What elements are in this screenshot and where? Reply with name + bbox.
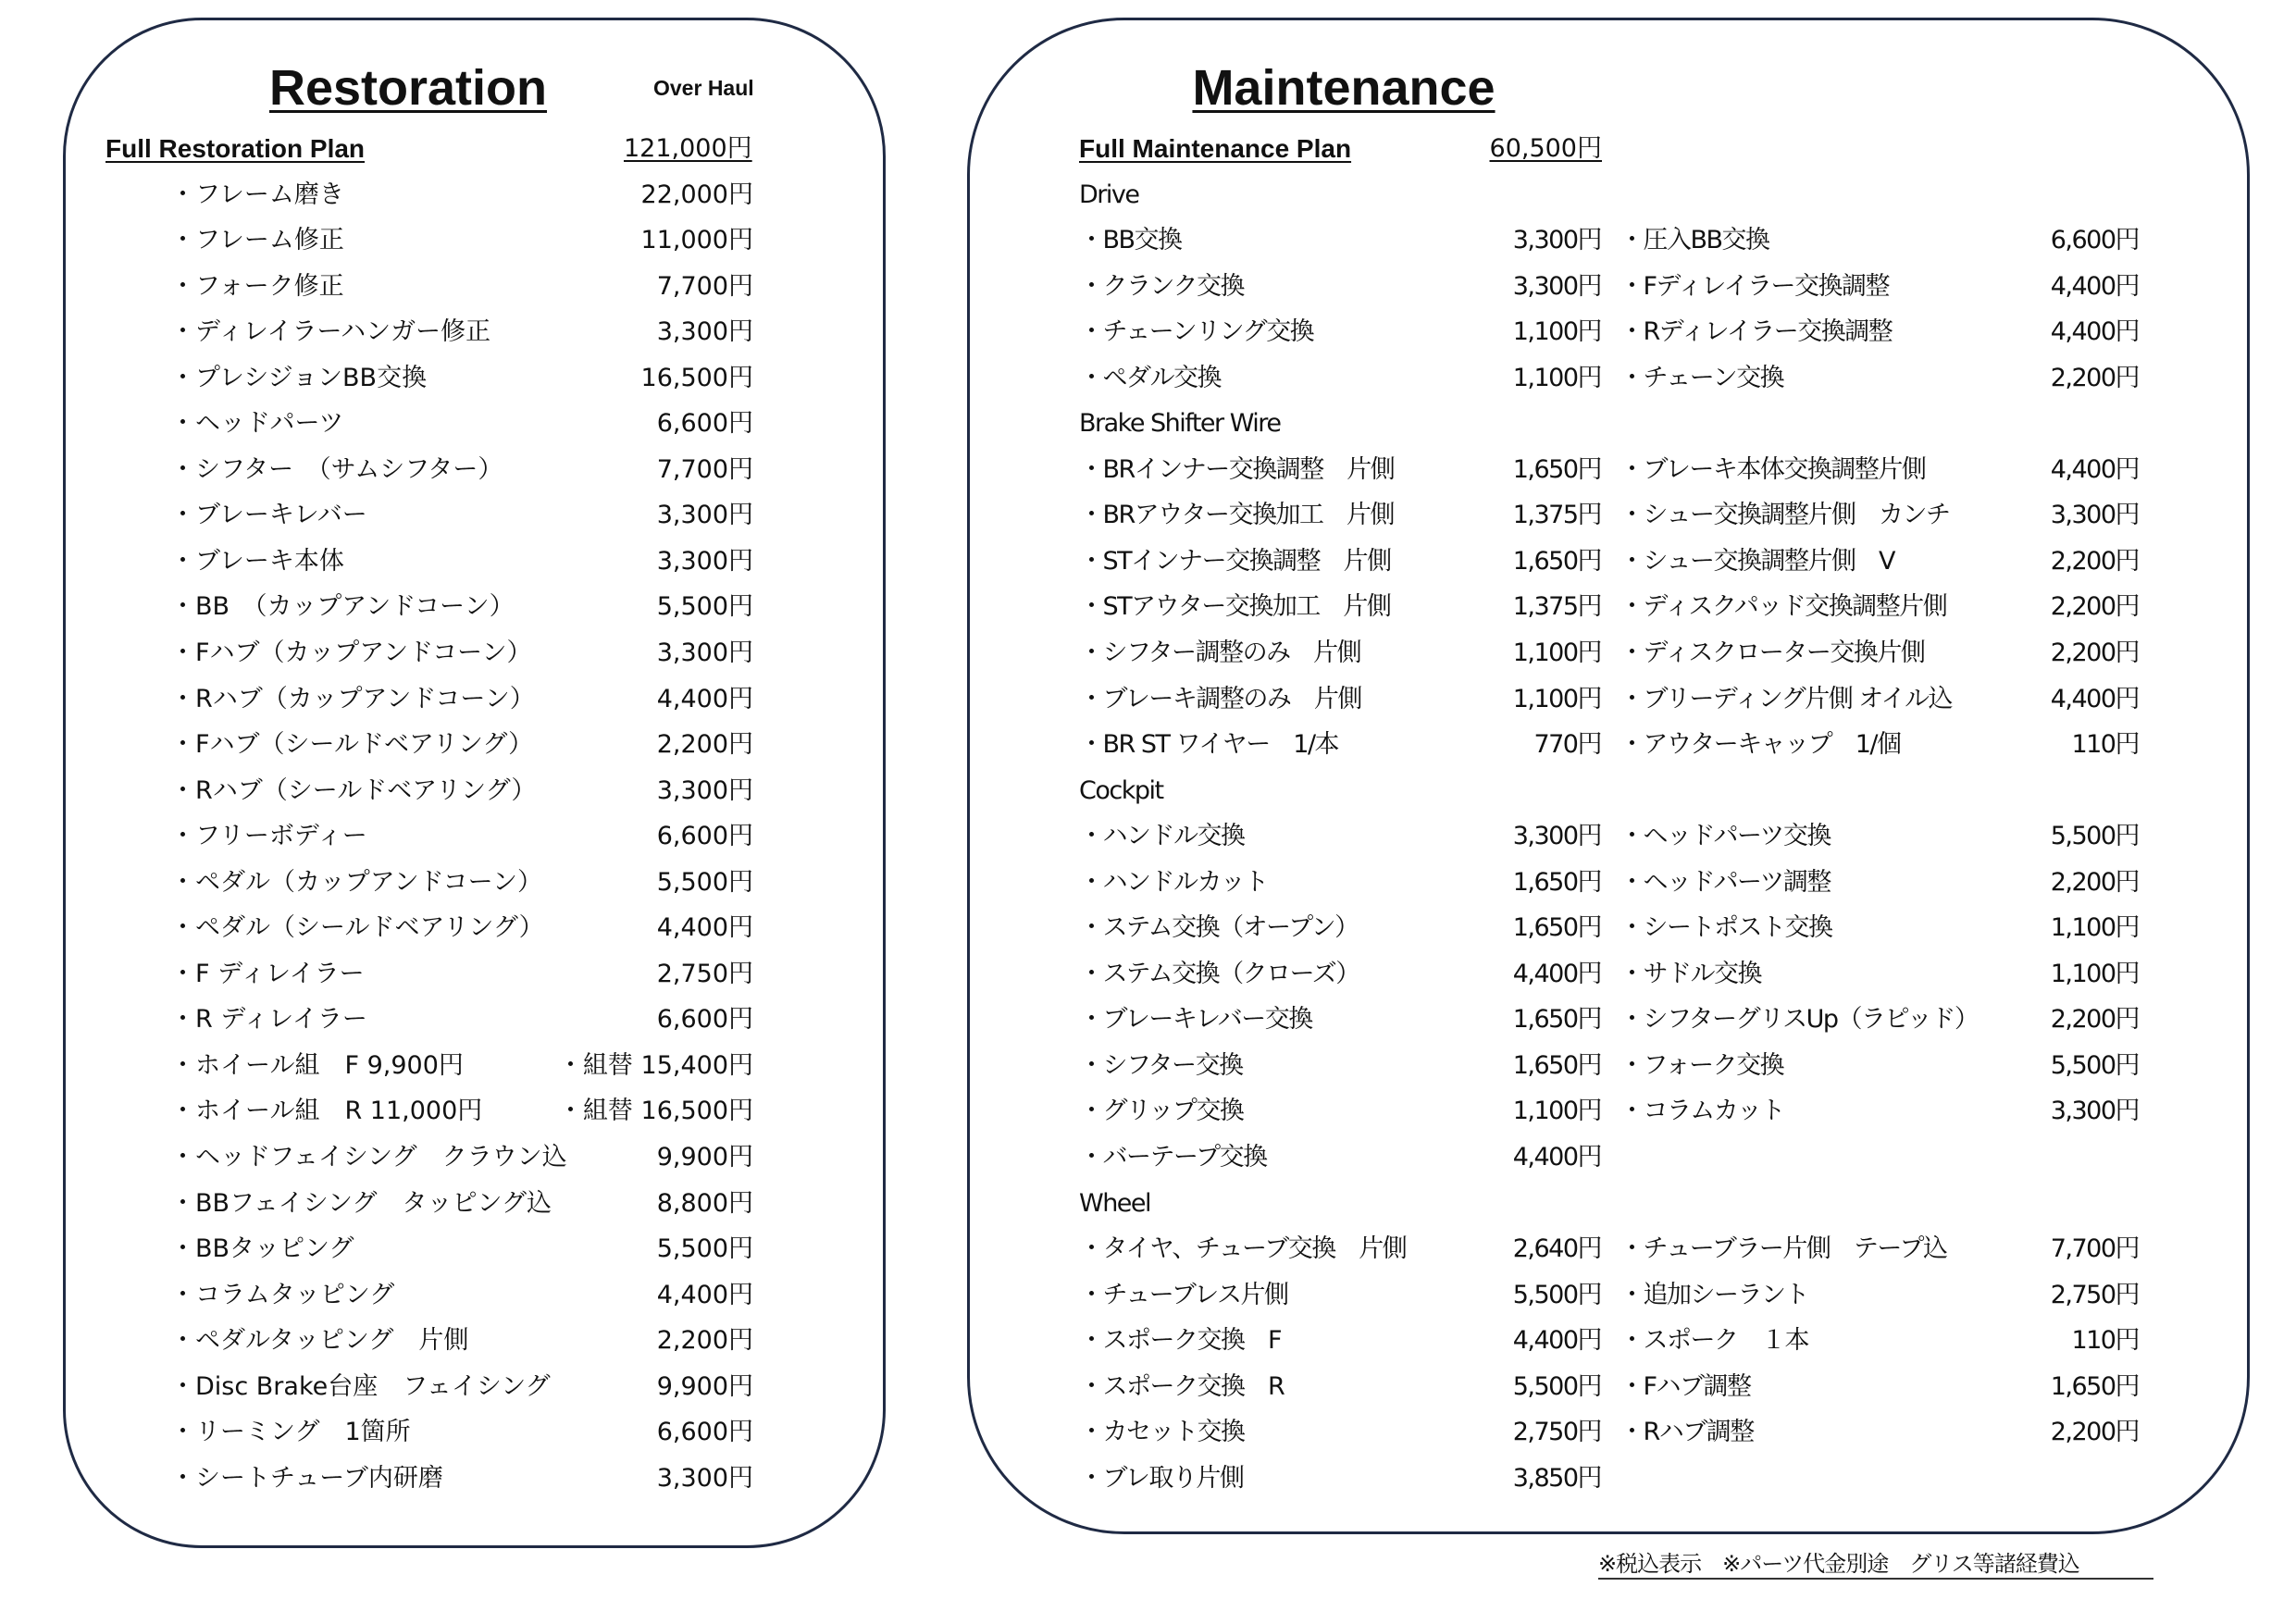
item-price: 1,100円: [1512, 1097, 1601, 1126]
item-name: ・ブレーキ本体交換調整片側: [1620, 454, 1926, 484]
item-price: 2,200円: [2050, 363, 2139, 392]
item-name: ・シートチューブ内研磨: [170, 1463, 443, 1493]
item-price: 4,400円: [2050, 271, 2139, 301]
item-price: ・組替 16,500円: [557, 1097, 753, 1126]
list-item: [1079, 722, 2139, 768]
item-price: 1,100円: [1512, 317, 1601, 347]
item-price: 1,100円: [2050, 959, 2139, 988]
item-price: 2,200円: [656, 730, 753, 760]
item-name: ・BB交換: [1079, 226, 1182, 255]
item-price: 8,800円: [656, 1188, 753, 1218]
item-name: ・Fハブ（カップアンドコーン）: [170, 638, 532, 668]
item-price: 5,500円: [656, 592, 753, 622]
list-item: [170, 172, 753, 218]
item-price: 3,300円: [656, 775, 753, 805]
item-price: 5,500円: [656, 867, 753, 897]
item-price: 1,100円: [1512, 363, 1601, 392]
item-name: ・フォーク交換: [1620, 1050, 1784, 1080]
item-name: ・カセット交換: [1079, 1418, 1245, 1447]
item-price: 1,650円: [1512, 454, 1601, 484]
item-name: ・Rハブ（カップアンドコーン）: [170, 684, 535, 713]
item-price: 4,400円: [2050, 317, 2139, 347]
item-name: ・フリーボディー: [170, 822, 367, 851]
list-item: [1079, 355, 2139, 402]
item-price: 6,600円: [656, 1418, 753, 1447]
item-name: ・Rディレイラー交換調整: [1620, 317, 1893, 347]
list-item: [170, 860, 753, 906]
item-price: 9,900円: [656, 1371, 753, 1401]
item-name: ・サドル交換: [1620, 959, 1761, 988]
item-name: ・クランク交換: [1079, 271, 1244, 301]
list-item: [170, 630, 753, 676]
maintenance-plan-row: [1079, 126, 2139, 172]
list-item: [170, 722, 753, 768]
item-name: ・チェーンリング交換: [1079, 317, 1314, 347]
item-price: 5,500円: [656, 1234, 753, 1264]
item-name: ・BBフェイシング タッピング込: [170, 1188, 552, 1218]
item-price: 4,400円: [1512, 1143, 1601, 1172]
list-item: [170, 584, 753, 630]
list-item: [170, 1272, 753, 1319]
item-price: 1,100円: [1512, 684, 1601, 713]
item-price: 3,300円: [656, 638, 753, 668]
item-price: 3,300円: [656, 1463, 753, 1493]
item-price: 5,500円: [2050, 1050, 2139, 1080]
item-price: 6,600円: [2050, 226, 2139, 255]
list-item: [170, 813, 753, 860]
list-item: [1079, 1043, 2139, 1089]
list-item: [170, 1181, 753, 1227]
item-price: 22,000円: [640, 180, 753, 209]
item-name: ・スポーク交換 F: [1079, 1326, 1282, 1356]
list-item: [170, 1364, 753, 1410]
list-item: [170, 1043, 753, 1089]
item-price: 2,200円: [2050, 592, 2139, 622]
item-name: ・チェーン交換: [1620, 363, 1784, 392]
item-price: 6,600円: [656, 1005, 753, 1035]
item-price: 4,400円: [2050, 454, 2139, 484]
item-price: 2,200円: [2050, 1005, 2139, 1035]
item-name: ・F ディレイラー: [170, 959, 365, 988]
item-name: ・Rハブ（シールドベアリング）: [170, 775, 537, 805]
item-price: 2,200円: [2050, 867, 2139, 897]
list-item: [1079, 860, 2139, 906]
list-item: [170, 1456, 753, 1502]
item-name: ・ブレ取り片側: [1079, 1463, 1244, 1493]
list-item: [1079, 1456, 2139, 1502]
item-name: ・ブレーキレバー交換: [1079, 1005, 1312, 1035]
footnote: ※税込表示 ※パーツ代金別途 グリス等諸経費込: [1598, 1545, 2153, 1580]
list-item: [170, 1318, 753, 1364]
item-name: ・シフター （サムシフター）: [170, 454, 503, 484]
list-item: [170, 676, 753, 723]
list-item: [1079, 630, 2139, 676]
item-price: 5,500円: [1512, 1371, 1601, 1401]
list-item: [170, 1226, 753, 1272]
item-name: ・シートポスト交換: [1620, 913, 1832, 943]
item-price: 4,400円: [656, 1280, 753, 1309]
item-price: 1,375円: [1512, 501, 1601, 530]
item-price: 3,300円: [1512, 271, 1601, 301]
item-name: ・圧入BB交換: [1620, 226, 1769, 255]
list-item: [170, 309, 753, 355]
list-item: [1079, 676, 2139, 723]
item-price: 2,750円: [656, 959, 753, 988]
item-name: ・ステム交換（クローズ）: [1079, 959, 1359, 988]
maintenance-title: Maintenance: [1192, 60, 1496, 116]
item-name: ・コラムカット: [1620, 1097, 1784, 1126]
list-item: [1079, 997, 2139, 1043]
item-name: ・Fディレイラー交換調整: [1620, 271, 1890, 301]
item-price: 2,750円: [2050, 1280, 2139, 1309]
list-item: [170, 539, 753, 585]
list-item: [1079, 1226, 2139, 1272]
item-name: ・STアウター交換加工 片側: [1079, 592, 1391, 622]
list-item: [1079, 264, 2139, 310]
item-name: ・タイヤ、チューブ交換 片側: [1079, 1234, 1407, 1264]
list-item: [1079, 1318, 2139, 1364]
section-header: [1079, 172, 2139, 218]
item-price: 4,400円: [1512, 1326, 1601, 1356]
list-item: [170, 1409, 753, 1456]
list-item: [1079, 1272, 2139, 1319]
item-name: ・コラムタッピング: [170, 1280, 395, 1309]
item-price: 2,750円: [1512, 1418, 1601, 1447]
item-price: 1,650円: [1512, 913, 1601, 943]
restoration-plan-row: [105, 126, 753, 172]
item-price: 110円: [2071, 730, 2139, 760]
list-item: [1079, 1409, 2139, 1456]
list-item: [1079, 813, 2139, 860]
list-item: [170, 768, 753, 814]
item-name: ・BBタッピング: [170, 1234, 354, 1264]
list-item: [1079, 492, 2139, 539]
plan-name: Full Restoration Plan: [105, 134, 366, 163]
list-item: [1079, 905, 2139, 951]
item-price: 2,200円: [2050, 638, 2139, 668]
list-item: [170, 951, 753, 998]
item-price: 4,400円: [656, 913, 753, 943]
item-price: 3,850円: [1512, 1463, 1601, 1493]
list-item: [1079, 447, 2139, 493]
item-price: 11,000円: [640, 226, 753, 255]
item-name: ・バーテープ交換: [1079, 1143, 1267, 1172]
item-name: ・フォーク修正: [170, 271, 344, 301]
item-price: 3,300円: [656, 501, 753, 530]
item-name: ・ディスクパッド交換調整片側: [1620, 592, 1947, 622]
item-name: ・シフターグリスUp（ラピッド）: [1620, 1005, 1979, 1035]
section-title: Drive: [1079, 180, 1139, 209]
list-item: [1079, 217, 2139, 264]
item-price: 110円: [2071, 1326, 2139, 1356]
item-price: 2,640円: [1512, 1234, 1601, 1264]
item-name: ・ヘッドフェイシング クラウン込: [170, 1143, 567, 1172]
item-price: 6,600円: [656, 822, 753, 851]
list-item: [1079, 951, 2139, 998]
item-price: 1,650円: [1512, 867, 1601, 897]
list-item: [1079, 309, 2139, 355]
item-name: ・シュー交換調整片側 カンチ: [1620, 501, 1950, 530]
item-name: ・ヘッドパーツ交換: [1620, 822, 1831, 851]
item-price: 3,300円: [1512, 822, 1601, 851]
list-item: [1079, 1364, 2139, 1410]
item-name: ・グリップ交換: [1079, 1097, 1244, 1126]
item-price: 3,300円: [2050, 501, 2139, 530]
item-name: ・追加シーラント: [1620, 1280, 1808, 1309]
item-price: 7,700円: [2050, 1234, 2139, 1264]
maintenance-price-list: [1079, 126, 2139, 1501]
item-name: ・ヘッドパーツ調整: [1620, 867, 1831, 897]
item-price: 1,375円: [1512, 592, 1601, 622]
item-name: ・スポーク交換 R: [1079, 1371, 1285, 1401]
item-price: 16,500円: [640, 363, 753, 392]
section-header: [1079, 768, 2139, 814]
section-header: [1079, 1181, 2139, 1227]
item-name: ・スポーク １本: [1620, 1326, 1808, 1356]
item-price: 770円: [1533, 730, 1601, 760]
section-header: [1079, 401, 2139, 447]
item-price: 5,500円: [2050, 822, 2139, 851]
item-name: ・ブレーキ本体: [170, 546, 344, 576]
item-name: ・フレーム磨き: [170, 180, 344, 209]
item-name: ・アウターキャップ 1/個: [1620, 730, 1901, 760]
section-title: Wheel: [1079, 1188, 1151, 1218]
item-price: 1,650円: [2050, 1371, 2139, 1401]
item-name: ・Fハブ（シールドベアリング）: [170, 730, 534, 760]
item-name: ・Fハブ調整: [1620, 1371, 1751, 1401]
section-title: Cockpit: [1079, 775, 1163, 805]
item-price: 1,100円: [1512, 638, 1601, 668]
list-item: [170, 401, 753, 447]
list-item: [1079, 539, 2139, 585]
item-name: ・ディスクローター交換片側: [1620, 638, 1925, 668]
item-name: ・ハンドル交換: [1079, 822, 1245, 851]
list-item: [1079, 584, 2139, 630]
item-name: ・STインナー交換調整 片側: [1079, 546, 1391, 576]
list-item: [170, 355, 753, 402]
item-price: 4,400円: [1512, 959, 1601, 988]
item-price: 7,700円: [656, 271, 753, 301]
item-name: ・ディレイラーハンガー修正: [170, 317, 491, 347]
item-price: 6,600円: [656, 409, 753, 439]
item-name: ・ペダル交換: [1079, 363, 1221, 392]
list-item: [170, 264, 753, 310]
item-price: 4,400円: [656, 684, 753, 713]
list-item: [1079, 1088, 2139, 1134]
list-item: [170, 905, 753, 951]
item-name: ・Rハブ調整: [1620, 1418, 1754, 1447]
section-title: Brake Shifter Wire: [1079, 409, 1281, 439]
item-name: ・ペダルタッピング 片側: [170, 1326, 469, 1356]
item-name: ・ブリーディング片側 オイル込: [1620, 684, 1952, 713]
item-name: ・BRアウター交換加工 片側: [1079, 501, 1395, 530]
item-price: 1,100円: [2050, 913, 2139, 943]
list-item: [170, 447, 753, 493]
item-name: ・シフター交換: [1079, 1050, 1243, 1080]
item-price: 2,200円: [2050, 1418, 2139, 1447]
restoration-price-list: [105, 126, 753, 1501]
list-item: [170, 1088, 753, 1134]
item-name: ・チューブレス片側: [1079, 1280, 1288, 1309]
item-price: 2,200円: [656, 1326, 753, 1356]
item-price: 3,300円: [1512, 226, 1601, 255]
item-name: ・ハンドルカット: [1079, 867, 1268, 897]
restoration-title: Restoration: [268, 60, 548, 116]
item-price: 9,900円: [656, 1143, 753, 1172]
item-name: ・ペダル（シールドベアリング）: [170, 913, 544, 943]
item-name: ・BRインナー交換調整 片側: [1079, 454, 1395, 484]
item-name: ・フレーム修正: [170, 226, 344, 255]
item-price: ・組替 15,400円: [557, 1050, 753, 1080]
item-name: ・BB （カップアンドコーン）: [170, 592, 515, 622]
item-name: ・ヘッドパーツ: [170, 409, 344, 439]
list-item: [170, 492, 753, 539]
item-name: ・ホイール組 R 11,000円: [170, 1097, 483, 1126]
item-price: 3,300円: [656, 317, 753, 347]
item-price: 5,500円: [1512, 1280, 1601, 1309]
list-item: [170, 1134, 753, 1181]
item-name: ・R ディレイラー: [170, 1005, 367, 1035]
item-name: ・ブレーキ調整のみ 片側: [1079, 684, 1361, 713]
item-name: ・シフター調整のみ 片側: [1079, 638, 1361, 668]
item-name: ・Disc Brake台座 フェイシング: [170, 1371, 551, 1401]
item-name: ・BR ST ワイヤー 1/本: [1079, 730, 1339, 760]
list-item: [170, 997, 753, 1043]
plan-name: Full Maintenance Plan: [1079, 134, 1352, 163]
item-price: 2,200円: [2050, 546, 2139, 576]
list-item: [170, 217, 753, 264]
overhaul-subtitle: Over Haul: [653, 76, 754, 100]
list-item: [1079, 1134, 2139, 1181]
item-price: 3,300円: [656, 546, 753, 576]
item-price: 1,650円: [1512, 1005, 1601, 1035]
item-name: ・ホイール組 F 9,900円: [170, 1050, 464, 1080]
item-name: ・シュー交換調整片側 V: [1620, 546, 1894, 576]
item-name: ・リーミング 1箇所: [170, 1418, 411, 1447]
item-price: 3,300円: [2050, 1097, 2139, 1126]
item-price: 4,400円: [2050, 684, 2139, 713]
item-price: 1,650円: [1512, 1050, 1601, 1080]
plan-price: 121,000円: [624, 134, 752, 163]
item-name: ・チューブラー片側 テープ込: [1620, 1234, 1947, 1264]
item-name: ・プレシジョンBB交換: [170, 363, 428, 392]
item-name: ・ブレーキレバー: [170, 501, 367, 530]
item-name: ・ペダル（カップアンドコーン）: [170, 867, 543, 897]
item-name: ・ステム交換（オープン）: [1079, 913, 1359, 943]
item-price: 7,700円: [656, 454, 753, 484]
item-price: 1,650円: [1512, 546, 1601, 576]
plan-price: 60,500円: [1489, 134, 1602, 163]
